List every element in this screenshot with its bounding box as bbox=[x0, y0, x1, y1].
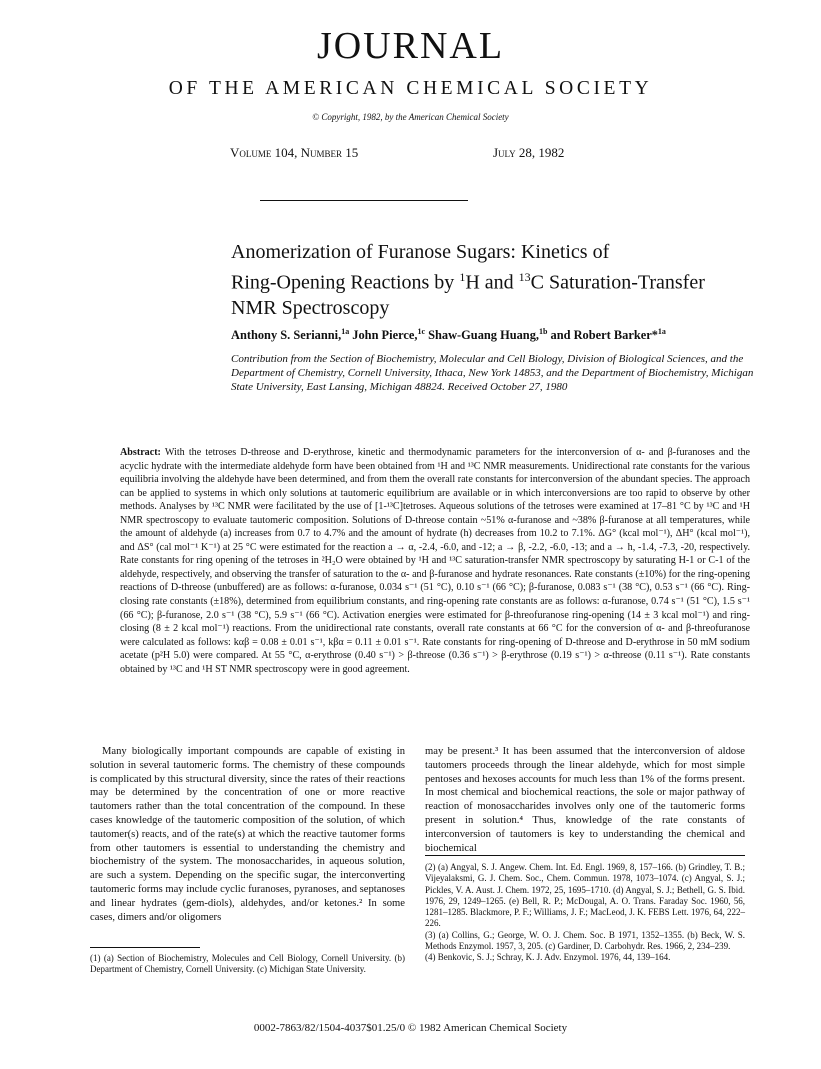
footnote-rule-right bbox=[425, 855, 745, 856]
abstract-text: With the tetroses D-threose and D-erythrose, kinetic and thermodynamic parameters for the interconversion of α- and β-furanoses and the acyclic hydrate with the intermediate aldehyde form have been obtained from ¹H and ¹³C NMR measurements. Unidirectional rate constants for the various equilibria involving the aldehyde have been determined, and from them the overall rate constants for interconversion of the abundant species. The approach can be applied to systems in which only solutions at tautomeric equilibrium are available or in which interconversions are too rapid to observe by other methods. Analyses by ¹³C NMR were facilitated by the use of [1-¹³C]tetroses. Aqueous solutions of the tetroses were examined at 17–81 °C by ¹³C and ¹H NMR spectroscopy to evaluate tautomeric composition. Solutions of D-threose contain ~51% α-furanose and ~38% β-furanose at all temperatures, while the amount of aldehyde (a) increases from 0.7 to 4.7% and the amount of hydrate (h) decreases from 10.2 to 7.1%. ΔG° (kcal mol⁻¹), ΔH° (kcal mol⁻¹), and ΔS° (cal mol⁻¹ K⁻¹) at 25 °C were estimated for the reaction a → α, -2.4, -6.0, and -12; a → β, -2.2, -6.0, -13; and a → h, -1.4, -7.3, -20, respectively. Rate constants for ring opening of the tetroses in ²H₂O were obtained by ¹H and ¹³C saturation-transfer NMR spectroscopy by saturating H-1 or C-1 of the aldehyde, respectively, and observing the transfer of saturation to the α- and β-furanose and hydrate resonances. Rate constants (±10%) for the ring-opening reactions of D-threose (unbuffered) are as follows: α-furanose, 0.034 s⁻¹ (51 °C), 0.10 s⁻¹ (66 °C); β-furanose, 0.083 s⁻¹ (38 °C), 0.53 s⁻¹ (66 °C). Ring-closing rate constants (±18%), determined from equilibrium constants, and ring-opening rate constants are as follows: α-furanose, 0.74 s⁻¹ (51 °C), 1.5 s⁻¹ (66 °C); β-furanose, 2.0 s⁻¹ (38 °C), 5.9 s⁻¹ (66 °C). Activation energies were estimated for β-threofuranose ring-opening (14 ± 3 kcal mol⁻¹) and ring-closing (8 ± 2 kcal mol⁻¹) reactions. From the unidirectional rate constants, overall rate constants at 66 °C for the conversion of α- and β-threofuranose were calculated as follows: kαβ = 0.08 ± 0.01 s⁻¹, kβα = 0.11 ± 0.01 s⁻¹. Rate constants for ring-opening of D-threose and D-erythrose in 50 mM sodium acetate (p²H 5.0) were compared. At 55 °C, α-erythrose (0.40 s⁻¹) > β-threose (0.36 s⁻¹) > β-erythrose (0.19 s⁻¹) > α-threose (0.11 s⁻¹). Rate constants obtained by ¹³C and ¹H ST NMR spectroscopy were in good agreement. bbox=[120, 447, 750, 675]
author-1: Anthony S. Serianni, bbox=[231, 328, 342, 343]
footnote-4: (4) Benkovic, S. J.; Schray, K. J. Adv. Enzymol. 1976, 44, 139–164. bbox=[425, 952, 671, 963]
society-name: OF THE AMERICAN CHEMICAL SOCIETY bbox=[168, 78, 653, 99]
author-4: and Robert Barker* bbox=[547, 328, 658, 343]
footnotes-left bbox=[90, 953, 405, 976]
body-left-column: Many biologically important compounds are capable of existing in solution in several tautomeric forms. The chemistry of these compounds is complicated by this structural diversity, since the rates of their reactions may be determined by the concentration of one or more reactive tautomers rather than the total concentration of the compound. In these cases knowledge of the tautomeric composition of the solution, of which tautomer(s) reacts, and of the rate(s) at which the reactive tautomer forms from other tautomers is essential to understanding the chemistry and biochemistry of the system. The monosaccharides, in aqueous solution, are such a system. Depending on the specific sugar, the interconverting tautomeric forms may include cyclic furanoses, pyranoses, and septanoses and linear hydrates (gem-diols), aldehydes, and/or ketones.² In some cases, dimers and/or oligomers bbox=[90, 746, 405, 923]
footnote-rule-left bbox=[90, 947, 200, 948]
author-4-sup: 1a bbox=[657, 327, 666, 336]
abstract-label: Abstract: bbox=[120, 447, 161, 458]
footnote-2: (2) (a) Angyal, S. J. Angew. Chem. Int. Ed. Engl. 1969, 8, 157–166. (b) Grindley, T. B.; Vijeyalaksmi, G. J. Chem. Soc., Chem. Commun. 1978, 1073–1074. (c) Angyal, S. J.; Pickles, V. A. Aust. J. Chem. 1972, 25, 1695–1710. (d) Angyal, S. J.; Bethell, G. S. Ibid. 1976, 29, 1249–1265. (e) Bell, R. P.; McDougal, A. O. Trans. Faraday Soc. 1960, 56, 1281–1285. Blackmore, P. F.; Williams, J. F.; MacLeod, J. K. FEBS Lett. 1976, 64, 222–226. bbox=[425, 862, 745, 929]
author-list bbox=[231, 327, 791, 343]
title-line-3: NMR Spectroscopy bbox=[231, 296, 390, 319]
abstract bbox=[120, 446, 750, 676]
title-line-2c: C Saturation-Transfer bbox=[530, 271, 705, 294]
footnote-1: (1) (a) Section of Biochemistry, Molecules and Cell Biology, Cornell University. (b) Department of Chemistry, Cornell University. (c) Michigan State University. bbox=[90, 953, 405, 975]
affiliation: Contribution from the Section of Biochemistry, Molecular and Cell Biology, Division of Biological Sciences, and the Department of Chemistry, Cornell University, Ithaca, New York 14853, and the Department of Biochemistry, Michigan State University, East Lansing, Michigan 48824. Received October 27, 1980 bbox=[231, 353, 754, 394]
issue-date: July 28, 1982 bbox=[493, 145, 565, 160]
title-line-1: Anomerization of Furanose Sugars: Kinetics of bbox=[231, 241, 610, 263]
footnote-3: (3) (a) Collins, G.; George, W. O. J. Chem. Soc. B 1971, 1352–1355. (b) Beck, W. S. Methods Enzymol. 1957, 3, 205. (c) Gardiner, D. Carbohydr. Res. 1966, 2, 234–239. bbox=[425, 929, 745, 952]
title-line-2a: Ring-Opening Reactions by bbox=[231, 271, 460, 294]
page-footer: 0002-7863/82/1504-4037$01.25/0 © 1982 American Chemical Society bbox=[253, 1022, 568, 1034]
title-sup-13: 13 bbox=[518, 270, 531, 284]
author-2-sup: 1c bbox=[417, 327, 426, 336]
article-title bbox=[231, 240, 751, 321]
title-line-2b: H and bbox=[465, 271, 519, 294]
author-2: John Pierce, bbox=[349, 328, 418, 343]
volume-number: Volume 104, Number 15 bbox=[230, 145, 359, 160]
author-3: Shaw-Guang Huang, bbox=[425, 328, 539, 343]
journal-title: JOURNAL bbox=[316, 25, 505, 67]
author-1-sup: 1a bbox=[341, 327, 350, 336]
title-sup-1: 1 bbox=[459, 270, 466, 284]
copyright-notice: © Copyright, 1982, by the American Chemical Society bbox=[312, 112, 509, 122]
footnotes-right bbox=[425, 862, 745, 964]
masthead-rule bbox=[260, 200, 468, 201]
author-3-sup: 1b bbox=[538, 327, 548, 336]
body-right-column: may be present.³ It has been assumed that the interconversion of aldose tautomers proceeds through the linear aldehyde, which for most simple pentoses and hexoses accounts for much less than 1% of the forms present. In most chemical and biochemical reactions, the sole or major pathway of reaction of monosaccharides involves only one of the tautomeric forms present in solution.⁴ Thus, knowledge of the rate constants of interconversion of tautomers is key to understanding the chemical and biochemical bbox=[425, 746, 745, 854]
